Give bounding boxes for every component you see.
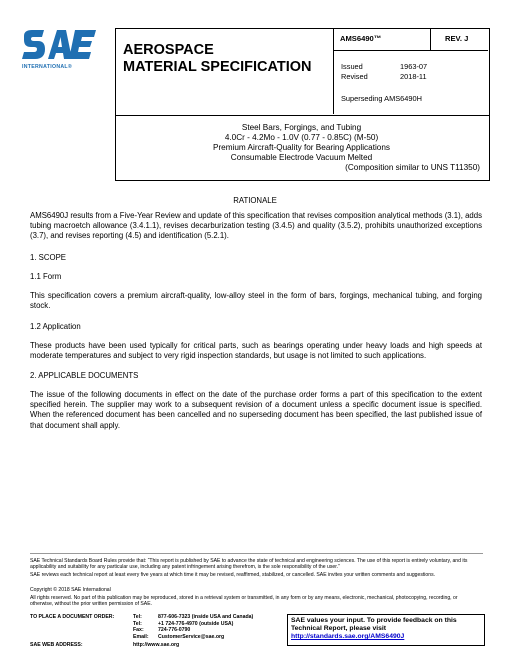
revised-value: 2018-11 bbox=[400, 72, 427, 81]
subject-line-4: Consumable Electrode Vacuum Melted bbox=[230, 153, 373, 162]
sae-logo-mark bbox=[22, 30, 96, 59]
order-label: TO PLACE A DOCUMENT ORDER: bbox=[30, 614, 115, 620]
tel-label: Tel: bbox=[133, 614, 142, 620]
feedback-line-2: Technical Report, please visit bbox=[291, 625, 387, 632]
applicable-documents-text: The issue of the following documents in effect on the date of the purchase order forms a part of this specification to the extent specified herein. The supplier may work to a subsequent revision of a document unless a specific document issue is specified. When the referenced document has been cancelled and no superseding document has been specified, the last published issue of that document shall apply. bbox=[30, 390, 482, 430]
email-value[interactable]: CustomerService@sae.org bbox=[158, 633, 225, 640]
document-type-title bbox=[123, 42, 312, 76]
subject-line-1: Steel Bars, Forgings, and Tubing bbox=[241, 123, 362, 132]
tel-value: 877-606-7323 (inside USA and Canada) bbox=[158, 614, 254, 620]
footer-rules-note: SAE Technical Standards Board Rules provide that: “This report is published by SAE to advance the state of technical and engineering sciences. The use of this report is entirely voluntary, and its applicability and suitability for any particular use, including any patent infringement arising therefrom, is the sole responsibility of the user.” bbox=[30, 558, 468, 571]
fax-value: 724-776-0790 bbox=[158, 627, 191, 633]
revised-label: Revised bbox=[341, 72, 368, 81]
subject-line-5: (Composition similar to UNS T11350) bbox=[345, 163, 480, 172]
issued-label: Issued bbox=[341, 62, 363, 71]
footer-copyright: Copyright © 2018 SAE International bbox=[30, 587, 111, 593]
logo-subtitle: INTERNATIONAL® bbox=[22, 64, 73, 70]
rationale-heading: RATIONALE bbox=[233, 196, 277, 205]
web-label: SAE WEB ADDRESS: bbox=[30, 642, 83, 648]
feedback-line-1: SAE values your input. To provide feedback on this bbox=[291, 617, 457, 624]
applicable-documents-heading: 2. APPLICABLE DOCUMENTS bbox=[30, 371, 139, 380]
application-text: These products have been used typically for critical parts, such as bearings operating under heavy loads and high speeds at moderate temperatures and subject to very rigid inspection standards, but usage is not limited to such applications. bbox=[30, 341, 482, 361]
web-value[interactable]: http://www.sae.org bbox=[133, 642, 180, 648]
superseding-note: Superseding AMS6490H bbox=[341, 94, 422, 103]
document-number-cell bbox=[334, 28, 431, 51]
footer-divider bbox=[30, 553, 483, 554]
title-line-1: AEROSPACE bbox=[123, 42, 214, 58]
footer-review-note: SAE reviews each technical report at least every five years at which time it may be revised, reaffirmed, stabilized, or cancelled. SAE invites your written comments and suggestions. bbox=[30, 572, 436, 578]
tel2-label: Tel: bbox=[133, 620, 142, 627]
issued-value: 1963-07 bbox=[400, 62, 428, 71]
tel2-value: +1 724-776-4970 (outside USA) bbox=[158, 620, 234, 627]
subject-line-2: 4.0Cr - 4.2Mo - 1.0V (0.77 - 0.85C) (M-50) bbox=[224, 133, 379, 142]
form-heading: 1.1 Form bbox=[30, 272, 62, 281]
footer-rights: All rights reserved. No part of this publication may be reproduced, stored in a retrieval system or transmitted, in any form or by any means, electronic, mechanical, photocopying, recording, or otherwise, without the prior written permission of SAE. bbox=[30, 595, 458, 608]
application-heading: 1.2 Application bbox=[30, 322, 81, 331]
scope-heading: 1. SCOPE bbox=[30, 253, 66, 262]
document-number: AMS6490™ bbox=[340, 34, 382, 43]
revision-label: REV. J bbox=[445, 34, 469, 43]
title-line-2: MATERIAL SPECIFICATION bbox=[123, 59, 312, 75]
rationale-text: AMS6490J results from a Five-Year Review and update of this specification that revises composition analytical methods (3.1), adds tubing macroetch allowance (3.4.1.1), revises decarburization testing (3.4.5) and quality (3.5.2), prohibits unauthorized exceptions (3.7), and revises reporting (4.5) and identification (5.2.1). bbox=[30, 211, 482, 241]
form-text: This specification covers a premium aircraft-quality, low-alloy steel in the form of bars, forgings, mechanical tubing, and forging stock. bbox=[30, 291, 482, 311]
revision-cell bbox=[431, 28, 488, 51]
feedback-link[interactable]: http://standards.sae.org/AMS6490J bbox=[291, 633, 405, 640]
subject-line-3: Premium Aircraft-Quality for Bearing Applications bbox=[212, 143, 390, 152]
email-label: Email: bbox=[133, 633, 149, 640]
fax-label: Fax: bbox=[133, 627, 144, 633]
